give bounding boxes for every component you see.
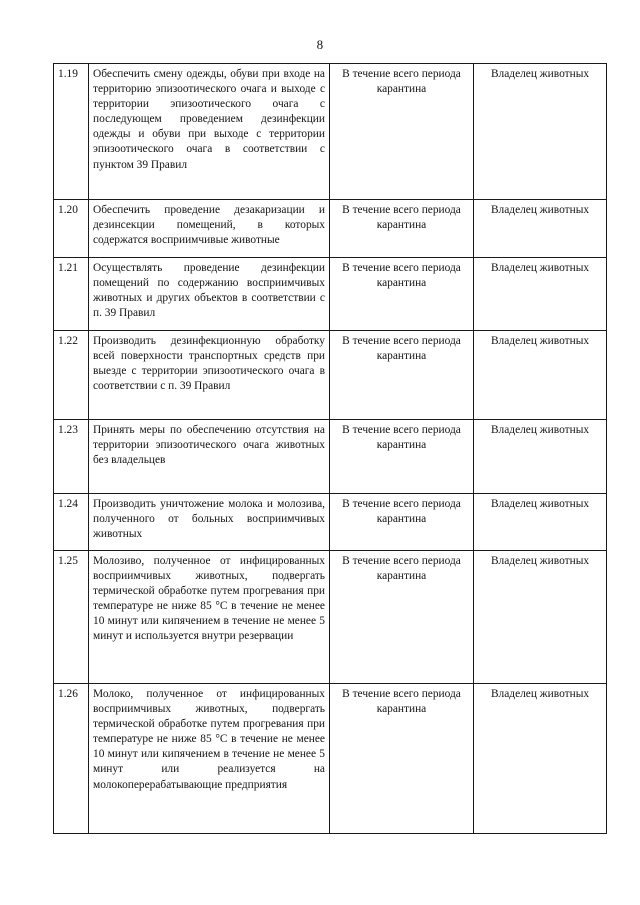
- measure-text: Принять меры по обеспечению отсутствия на территории эпизоотического очага животных без владельцев: [89, 420, 330, 494]
- table-row: [54, 551, 607, 684]
- measure-responsible: Владелец животных: [474, 258, 607, 331]
- measure-period: В течение всего периода карантина: [330, 684, 474, 834]
- row-number: 1.24: [54, 494, 89, 551]
- table-row: [54, 200, 607, 258]
- measure-responsible: Владелец животных: [474, 200, 607, 258]
- measure-period: В течение всего периода карантина: [330, 200, 474, 258]
- measure-period: В течение всего периода карантина: [330, 551, 474, 684]
- measure-responsible: Владелец животных: [474, 684, 607, 834]
- measure-period: В течение всего периода карантина: [330, 494, 474, 551]
- measure-responsible: Владелец животных: [474, 551, 607, 684]
- table-row: [54, 64, 607, 200]
- row-number: 1.22: [54, 331, 89, 420]
- row-number: 1.20: [54, 200, 89, 258]
- measure-text: Производить уничтожение молока и молозива, полученного от больных восприимчивых животных: [89, 494, 330, 551]
- row-number: 1.23: [54, 420, 89, 494]
- measure-period: В течение всего периода карантина: [330, 258, 474, 331]
- measure-responsible: Владелец животных: [474, 494, 607, 551]
- measure-responsible: Владелец животных: [474, 420, 607, 494]
- measure-responsible: Владелец животных: [474, 331, 607, 420]
- table-row: [54, 258, 607, 331]
- table-row: [54, 684, 607, 834]
- table-row: [54, 420, 607, 494]
- measures-table: [53, 63, 607, 834]
- row-number: 1.25: [54, 551, 89, 684]
- measure-period: В течение всего периода карантина: [330, 64, 474, 200]
- measure-responsible: Владелец животных: [474, 64, 607, 200]
- measure-text: Обеспечить смену одежды, обуви при входе на территорию эпизоотического очага и выходе с территории эпизоотического очага с последующем проведением дезинфекции одежды и обуви при выходе с территории эпизоотического очага в соответствии с пунктом 39 Правил: [89, 64, 330, 200]
- measure-text: Производить дезинфекционную обработку всей поверхности транспортных средств при выезде с территории эпизоотического очага в соответствии с п. 39 Правил: [89, 331, 330, 420]
- row-number: 1.26: [54, 684, 89, 834]
- table-row: [54, 494, 607, 551]
- measure-text: Молоко, полученное от инфицированных восприимчивых животных, подвергать термической обработке путем прогревания при температуре не ниже 85 °С в течение не менее 10 минут или кипячением в течение не менее 5 минут или реализуется на молокоперерабатывающие предприятия: [89, 684, 330, 834]
- page-number: 8: [316, 37, 324, 52]
- measure-text: Молозиво, полученное от инфицированных восприимчивых животных, подвергать термической обработке путем прогревания при температуре не ниже 85 °С в течение не менее 10 минут или кипячением в течение не менее 5 минут и используется внутри резервации: [89, 551, 330, 684]
- measure-text: Обеспечить проведение дезакаризации и дезинсекции помещений, в которых содержатся восприимчивые животные: [89, 200, 330, 258]
- row-number: 1.21: [54, 258, 89, 331]
- measure-period: В течение всего периода карантина: [330, 331, 474, 420]
- row-number: 1.19: [54, 64, 89, 200]
- table-row: [54, 331, 607, 420]
- measure-period: В течение всего периода карантина: [330, 420, 474, 494]
- measure-text: Осуществлять проведение дезинфекции помещений по содержанию восприимчивых животных и других объектов в соответствии с п. 39 Правил: [89, 258, 330, 331]
